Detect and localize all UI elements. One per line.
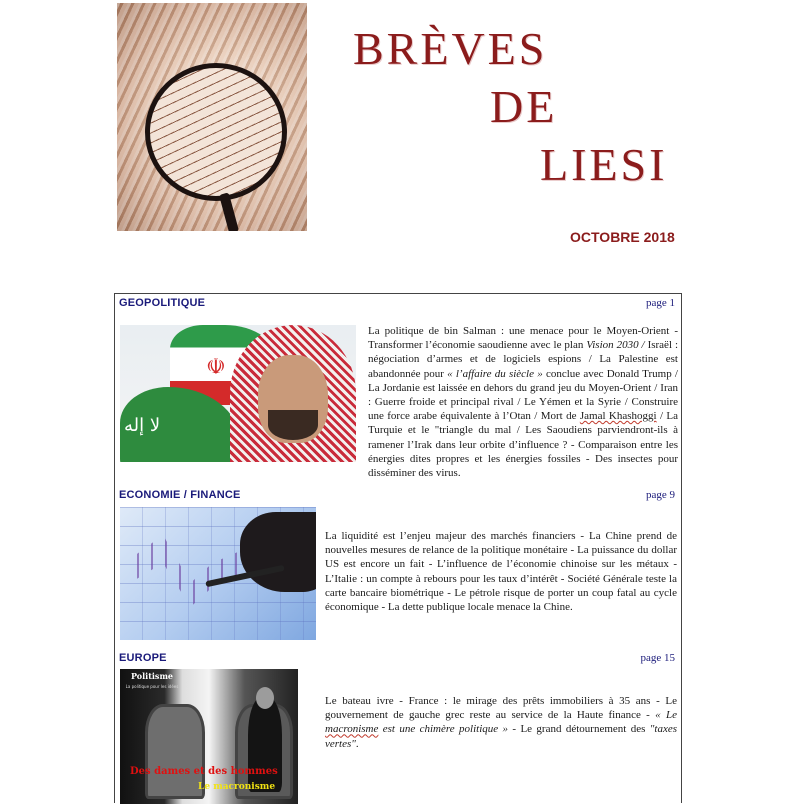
summary-italic: « Le — [655, 709, 677, 722]
seated-man — [248, 697, 282, 792]
economie-image-chart-pen — [120, 507, 316, 640]
section-page-number[interactable]: page 9 — [645, 489, 675, 501]
title-line-2: DE — [490, 81, 558, 132]
empty-throne — [145, 704, 205, 799]
section-header-europe — [119, 652, 675, 668]
section-summary-economie: La liquidité est l’enjeu majeur des marchés financiers - La Chine prend de nouvelles mesures de relance de la politique monétaire - La puissance du dollar US est encore un fait - L’influence de l’économie chinoise sur les métaux - L’Italie : un compte à rebours pour les taux d’intérêt - Société Générale teste la carte bancaire biométrique - Le pétrole risque de porter un coup fatal au cycle économique - La dette publique locale menace la Chine. — [325, 530, 677, 614]
summary-text: Le bateau ivre - France : le mirage des prêts immobiliers à 35 ans - Le gouvernement de gauche grec reste au service de la Haute finance - — [325, 695, 677, 722]
geopolitique-image-bin-salman-map — [120, 325, 356, 462]
magazine-subtitle: La politique pour les idées — [125, 684, 179, 689]
section-summary-europe — [325, 694, 677, 751]
section-page-number[interactable]: page 1 — [645, 297, 675, 309]
magnifier-lens — [145, 63, 287, 201]
summary-italic: « l’affaire du siècle » — [447, 367, 543, 380]
flag-script: ﻻ ﺇﻟﻪ — [124, 415, 161, 436]
cover-yellow-headline: Le macronisme — [198, 782, 276, 792]
magazine-masthead: Politisme — [130, 671, 173, 681]
summary-text: - Le grand détournement des — [508, 723, 650, 736]
spellcheck-flagged-word: macronisme — [325, 723, 379, 736]
summary-italic: "taxes vertes" — [325, 723, 677, 750]
seated-man-head — [256, 687, 274, 709]
spellcheck-flagged-word: Jamal Khashoggi — [579, 410, 657, 423]
iran-emblem-icon: ☫ — [206, 355, 226, 380]
summary-text: . — [355, 737, 359, 750]
summary-italic: Vision 2030 / — [586, 339, 645, 352]
summary-text: conclue avec Donald Trump / La Jordanie est laissée en dehors du grand jeu du Moyen-Orient / Iran : Guerre froide et principal rival / Le Yémen et la Syrie / Construire une force arabe équivalente à l’Otan / Mort de — [368, 367, 678, 423]
summary-text: Israël : négociation d’armes et de logiciels espions / La Palestine est abandonnée pour — [368, 339, 679, 380]
section-header-geopolitique — [119, 297, 675, 313]
issue-date: OCTOBRE 2018 — [570, 229, 675, 245]
cover-magnifying-glass-image — [117, 3, 307, 231]
section-title: EUROPE — [119, 652, 167, 664]
section-title: ECONOMIE / FINANCE — [119, 489, 241, 501]
cover-red-headline: Des dames et des hommes — [130, 766, 278, 777]
title-line-3: LIESI — [540, 139, 668, 190]
summary-text: La politique de bin Salman : une menace pour le Moyen-Orient - Transformer l’économie saoudienne avec le plan — [368, 325, 678, 352]
summary-italic: est une chimère politique » — [378, 723, 509, 736]
section-title: GEOPOLITIQUE — [119, 297, 206, 309]
title-line-1: BRÈVES — [353, 23, 548, 74]
section-header-economie-finance — [119, 489, 675, 505]
table-of-contents — [114, 293, 682, 803]
portrait-beard — [268, 410, 318, 440]
section-summary-geopolitique — [368, 324, 678, 480]
summary-text: / La Turquie et le "triangle du mal / Les Saoudiens parviendront-ils à ramener l’Irak dans leur orbite d’influence ? - Comparaison entre les énergies dites propres et les énergies fossiles - Des insectes pour disséminer des virus. — [368, 410, 679, 480]
section-page-number[interactable]: page 15 — [640, 652, 675, 664]
europe-image-politisme-cover — [120, 669, 298, 804]
